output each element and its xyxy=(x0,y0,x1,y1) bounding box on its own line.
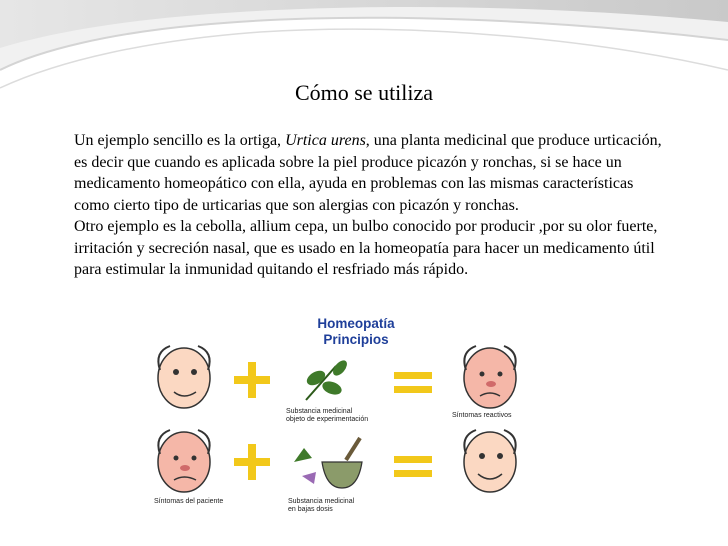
plus-icon xyxy=(234,444,270,480)
equals-icon xyxy=(394,372,432,393)
paragraph-ortiga: Un ejemplo sencillo es la ortiga, Urtica urens, una planta medicinal que produce urticación, es decir que cuando es aplicada sobre la piel produce picazón y ronchas, si se hace un medicamento homeopático con ella, ayuda en problemas con las mismas características como cierto tipo de urticarias que son alergias con picazón y ronchas. xyxy=(74,132,662,214)
plant-icon xyxy=(304,358,349,400)
equals-icon xyxy=(394,456,432,477)
caption-low-dose: Substancia medicinal en bajas dosis xyxy=(288,498,355,513)
homeopathy-principles-figure xyxy=(146,312,546,524)
patient-face-icon xyxy=(158,346,210,408)
caption-plant: Substancia medicinal objeto de experimentación xyxy=(286,408,369,423)
reactive-symptoms-face-icon xyxy=(464,346,516,408)
plus-icon xyxy=(234,362,270,398)
sick-patient-face-icon xyxy=(158,430,210,492)
figure-title: Homeopatía Principios xyxy=(317,316,395,347)
caption-patient-symptoms: Síntomas del paciente xyxy=(154,498,224,505)
mortar-and-pestle-icon xyxy=(294,438,362,488)
paragraph-cebolla: Otro ejemplo es la cebolla, allium cepa, un bulbo conocido por producir ,por su olor fuerte, irritación y secreción nasal, que es usado en la homeopatía para hacer un medicamento útil para estimular la inmunidad quitando el resfriado más rápido. xyxy=(74,218,658,278)
healthy-face-icon xyxy=(464,430,516,492)
slide-title: Cómo se utiliza xyxy=(294,80,434,105)
scientific-name: Urtica urens xyxy=(285,132,366,149)
slide-body xyxy=(74,130,664,281)
caption-reactive-symptoms: Síntomas reactivos xyxy=(452,412,512,419)
